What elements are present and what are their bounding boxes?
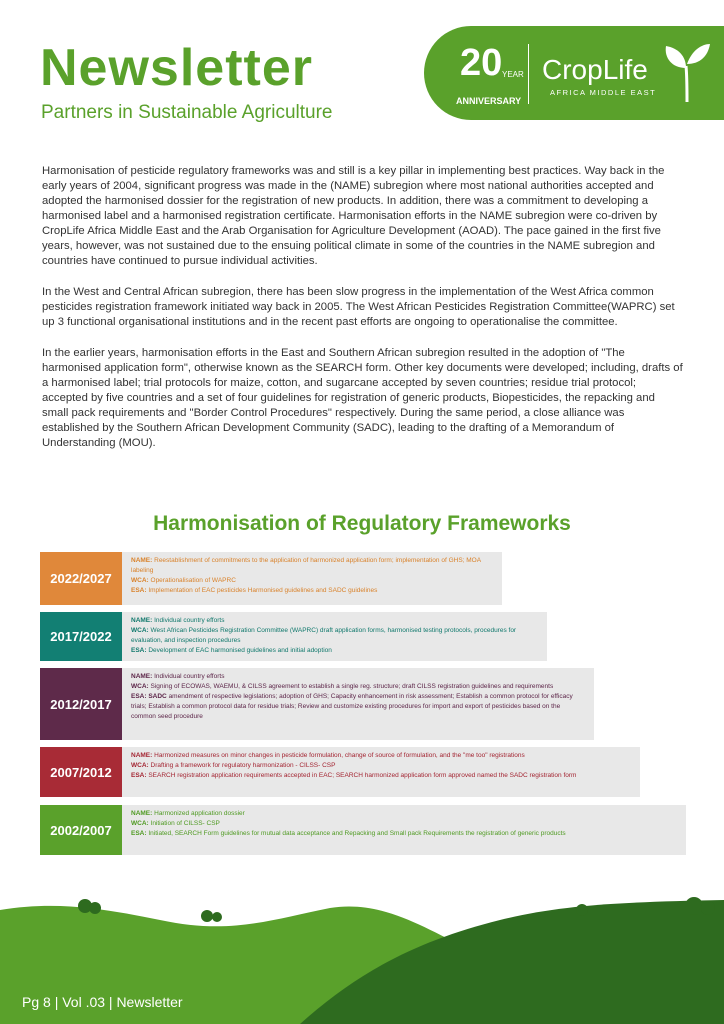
timeline-line-wca: WCA: Operationalisation of WAPRC — [131, 577, 236, 584]
timeline-content — [122, 668, 594, 740]
article-body — [42, 164, 684, 467]
timeline-line-name: NAME: Reestablishment of commitments to the application of harmonized application form; implementation of GHS; MOA labeling — [131, 557, 481, 574]
timeline-row — [40, 805, 686, 855]
timeline-line-esa: ESA: SADC amendment of respective legislations; adoption of GHS; Capacity enhancement in risk assessment; Establish a common protocol for efficacy trials; Establish a common protocol data for residue trials; Review and customize existing procedures for import and export of pesticides based on the common seed procedure — [131, 693, 573, 720]
timeline-line-esa: ESA: Initiated, SEARCH Form guidelines for mutual data acceptance and Repacking and Small pack Requirements the registration of generic products — [131, 830, 566, 837]
brand-name: CropLife — [542, 54, 648, 85]
anniversary-label: ANNIVERSARY — [456, 96, 522, 106]
timeline-line-name: NAME: Harmonized measures on minor changes in pesticide formulation, change of source of formulation, and the "me too" registrations — [131, 752, 525, 759]
footer-bush — [685, 897, 703, 915]
article-paragraph: Harmonisation of pesticide regulatory frameworks was and still is a key pillar in implementing best practices. Way back in the early years of 2004, significant progress was made in the (NAME) subregion where most national authorities accepted and adopted the harmonised dossier for the registration of new products. In addition, there was a commitment to developing a harmonised label and a harmonised registration certificate. Harmonisation efforts in the NAME subregion were co-driven by CropLife Africa Middle East and the Arab Organisation for Agriculture Development (AOAD). The pace gained in the first five years, however, was not sustained due to the ensuing political climate in some of the countries in the NAME subregion and countries have continued to pursue individual activities. — [42, 165, 665, 267]
article-paragraph: In the West and Central African subregion, there has been slow progress in the implementation of the West Africa common pesticides registration framework initiated way back in 2005. The West African Pesticides Registration Committee(WAPRC) set up 3 functional organisational institutions and in the recent past efforts are ongoing to operationalise the committee. — [42, 286, 675, 328]
timeline-year: 2012/2017 — [40, 668, 122, 740]
timeline-line-name: NAME: Individual country efforts — [131, 617, 225, 624]
croplife-logo-banner — [424, 26, 724, 120]
timeline-line-esa: ESA: Development of EAC harmonised guidelines and initial adoption — [131, 647, 332, 654]
footer-page-info: Pg 8 | Vol .03 | Newsletter — [22, 994, 183, 1010]
anniversary-year-label: YEAR — [502, 70, 524, 79]
timeline-content — [122, 805, 686, 855]
timeline-year: 2022/2027 — [40, 552, 122, 605]
footer-bush — [576, 904, 588, 916]
timeline-row — [40, 612, 547, 661]
footer-bush — [701, 901, 715, 915]
timeline-year: 2002/2007 — [40, 805, 122, 855]
timeline-row — [40, 668, 594, 740]
timeline-line-wca: WCA: Initiation of CILSS- CSP — [131, 820, 220, 827]
footer-bush — [212, 912, 222, 922]
timeline-year: 2017/2022 — [40, 612, 122, 661]
page-subtitle: Partners in Sustainable Agriculture — [41, 102, 333, 123]
timeline-line-esa: ESA: SEARCH registration application requirements accepted in EAC; SEARCH harmonized application form approved named the SADC registration form — [131, 772, 577, 779]
timeline-line-wca: WCA: Drafting a framework for regulatory harmonization - CILSS- CSP — [131, 762, 336, 769]
article-paragraph: In the earlier years, harmonisation efforts in the East and Southern African subregion resulted in the adoption of "The harmonised application form", otherwise known as the SEARCH form. Other key documents were developed; including, drafts of a harmonised label; trial protocols for maize, cotton, and sugarcane accepted by seven countries; residue trial protocol; accepted by five countries and a set of four guidelines for registration of generic products, Biopesticides, the repacking and small pack requirements and "Border Control Procedures" respectively. During the same period, a close alliance was established by the Southern African Development Community (SADC), leading to the drafting of a Memorandum of Understanding (MOU). — [42, 347, 683, 449]
brand-region: AFRICA MIDDLE EAST — [550, 88, 657, 97]
timeline-line-name: NAME: Individual country efforts — [131, 673, 225, 680]
footer-bush — [89, 902, 101, 914]
timeline-line-wca: WCA: West African Pesticides Registration Committee (WAPRC) draft application forms, harmonised testing protocols, procedures for evaluation, and inspection procedures — [131, 627, 517, 644]
timeline-title: Harmonisation of Regulatory Frameworks — [153, 512, 571, 535]
timeline-line-wca: WCA: Signing of ECOWAS, WAEMU, & CILSS agreement to establish a single reg. structure; draft CILSS registration guidelines and requirements — [131, 683, 554, 690]
timeline-row — [40, 552, 502, 605]
logo-divider — [528, 44, 529, 104]
timeline-content — [122, 612, 547, 661]
footer-bush — [201, 910, 213, 922]
timeline-line-esa: ESA: Implementation of EAC pesticides Harmonised guidelines and SADC guidelines — [131, 587, 378, 594]
timeline-content — [122, 747, 640, 797]
timeline-content — [122, 552, 502, 605]
timeline-line-name: NAME: Harmonized application dossier — [131, 810, 245, 817]
page-title: Newsletter — [40, 39, 313, 97]
timeline-row — [40, 747, 640, 797]
leaf-sprout-icon — [662, 38, 712, 104]
anniversary-number: 20 — [460, 42, 503, 84]
timeline-year: 2007/2012 — [40, 747, 122, 797]
